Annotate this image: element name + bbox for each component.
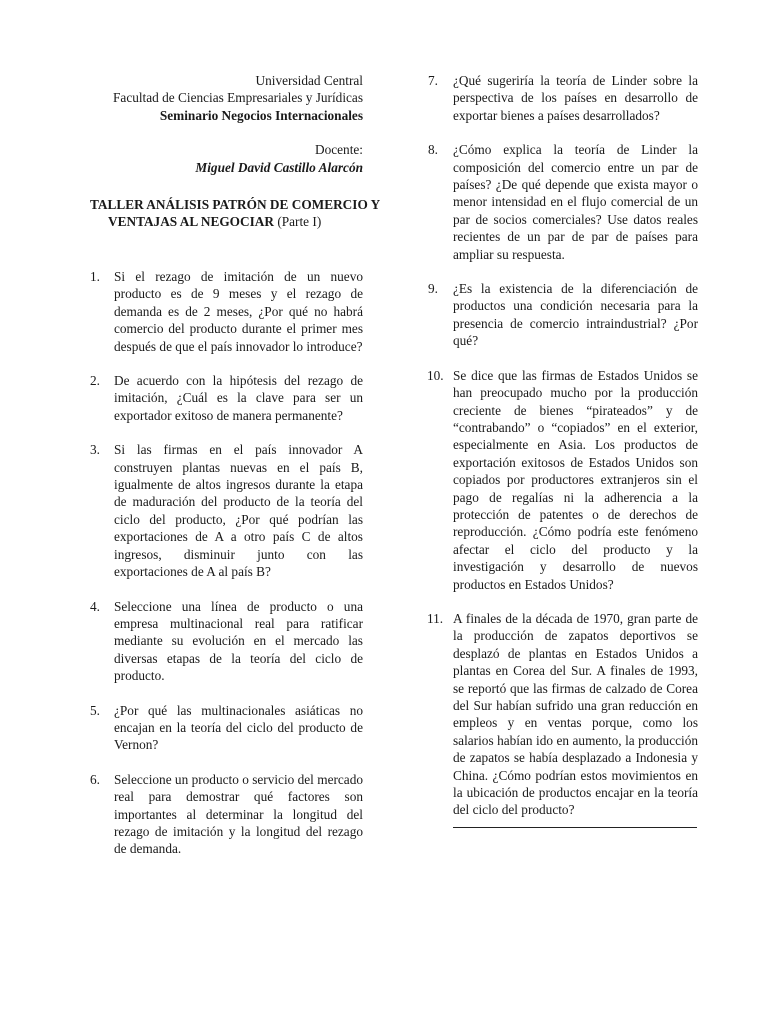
question-text: Si las firmas en el país innovador A construyen plantas nuevas en el país B, igualmente de altos ingresos durante la etapa de maduración del producto de la teoría del ciclo del producto, ¿Por qué podrían las exportaciones de A a otro país C de altos ingresos, disminuir junto con las exportaciones de A al país B?: [114, 442, 363, 580]
question-7: [428, 72, 698, 124]
question-number: 11.: [427, 610, 444, 626]
university-name: Universidad Central: [255, 73, 363, 88]
closing-rule: [453, 827, 697, 828]
question-8: [428, 141, 698, 263]
question-number: 10.: [427, 367, 444, 383]
teacher-name: Miguel David Castillo Alarcón: [195, 159, 363, 175]
title-line-2-text: VENTAJAS AL NEGOCIAR: [108, 214, 274, 230]
question-text: Seleccione una línea de producto o una empresa multinacional real para ratificar mediante su evolución en el mercado las diversas etapas de la teoría del ciclo de producto.: [114, 598, 363, 684]
question-1: [90, 268, 363, 355]
question-2: [90, 372, 363, 424]
seminar-name: Seminario Negocios Internacionales: [159, 107, 363, 123]
question-number: 8.: [428, 142, 438, 158]
question-text: A finales de la década de 1970, gran parte de la producción de zapatos deportivos se desplazó de plantas en Estados Unidos a plantas en Corea del Sur. A finales de 1993, se reportó que las firmas de calzado de Corea del Sur habían sufrido una gran reducción en empleos y en ventas porque, como los salarios habían ido en aumento, la producción de zapatos se había desplazado a Indonesia y China. ¿Cómo podrían estos movimientos en la ubicación de productos encajar en la teoría del ciclo del producto?: [453, 610, 698, 818]
question-number: 6.: [90, 771, 100, 787]
document-title: [90, 196, 381, 231]
question-number: 4.: [90, 598, 100, 614]
right-column: [428, 72, 698, 819]
question-5: [90, 702, 363, 754]
question-text: Si el rezago de imitación de un nuevo producto es de 9 meses y el rezago de demanda es de 2 meses, ¿Por qué no habrá comercio del producto durante el primer mes después de que el país innovador lo introduce?: [114, 269, 363, 354]
question-text: De acuerdo con la hipótesis del rezago de imitación, ¿Cuál es la clave para ser un exportador exitoso de manera permanente?: [114, 373, 363, 423]
question-10: [428, 367, 698, 593]
question-number: 3.: [90, 442, 100, 458]
question-3: [90, 441, 363, 580]
question-number: 5.: [90, 702, 100, 718]
question-number: 9.: [428, 281, 438, 297]
left-column: [90, 268, 363, 858]
question-11: [428, 610, 698, 819]
faculty-name: Facultad de Ciencias Empresariales y Jurídicas: [113, 90, 363, 106]
teacher-label: Docente:: [315, 142, 363, 158]
question-9: [428, 280, 698, 350]
question-text: Seleccione un producto o servicio del mercado real para demostrar qué factores son importantes al determinar la longitud del rezago de imitación y la longitud del rezago de demanda.: [114, 771, 363, 857]
question-text: ¿Es la existencia de la diferenciación de productos una condición necesaria para la presencia de comercio intraindustrial? ¿Por qué?: [453, 281, 698, 349]
title-line-2: [90, 213, 368, 230]
question-number: 7.: [428, 73, 438, 88]
question-text: ¿Cómo explica la teoría de Linder la composición del comercio entre un par de países? ¿De qué depende que exista mayor o menor intensidad en el flujo comercial de un par de socios comerciales? Use datos reales recientes de un par de par de países para ampliar su respuesta.: [453, 142, 698, 262]
title-line-1: TALLER ANÁLISIS PATRÓN DE COMERCIO Y: [90, 197, 381, 212]
question-text: ¿Qué sugeriría la teoría de Linder sobre la perspectiva de los países en desarrollo de exportar bienes a países desarrollados?: [453, 73, 698, 123]
question-number: 1.: [90, 269, 100, 284]
question-number: 2.: [90, 373, 100, 389]
title-part: (Parte I): [277, 214, 322, 230]
question-4: [90, 598, 363, 685]
question-text: ¿Por qué las multinacionales asiáticas no encajan en la teoría del ciclo del producto de Vernon?: [114, 702, 363, 753]
document-header: [80, 72, 363, 176]
question-text: Se dice que las firmas de Estados Unidos se han preocupado mucho por la producción creciente de bienes “pirateados” y de “contrabando” o “copiados” en el exterior, especialmente en Asia. Los productos de exportación exitosos de Estados Unidos son copiados por productores extranjeros sin el pago de regalías ni la adherencia a la protección de patentes o de derechos de reproducción. ¿Cómo podría este fenómeno afectar el ciclo del producto y la investigación y desarrollo de nuevos productos en Estados Unidos?: [453, 367, 698, 592]
question-6: [90, 771, 363, 858]
